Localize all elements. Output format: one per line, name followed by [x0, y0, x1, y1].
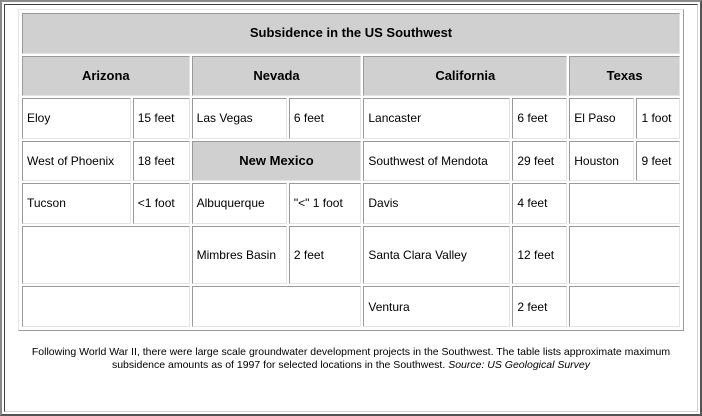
texas-amount: 1 foot — [636, 98, 680, 139]
table-caption — [18, 346, 684, 372]
new-mexico-amount: "<" 1 foot — [289, 183, 361, 224]
arizona-place: Eloy — [22, 98, 131, 139]
california-place: Lancaster — [363, 98, 510, 139]
subsidence-table-container — [18, 9, 684, 331]
california-place: Ventura — [363, 286, 510, 327]
caption-source: Source: US Geological Survey — [448, 359, 591, 371]
table-title: Subsidence in the US Southwest — [22, 13, 680, 54]
region-header-nevada: Nevada — [192, 56, 362, 97]
arizona-amount: <1 foot — [133, 183, 190, 224]
california-place: Southwest of Mendota — [363, 141, 510, 182]
california-amount: 29 feet — [512, 141, 567, 182]
region-header-arizona: Arizona — [22, 56, 190, 97]
texas-place: Houston — [569, 141, 634, 182]
caption-text: Following World War II, there were large scale groundwater development projects in the Southwest. The table lists approximate maximum subsidence amounts as of 1997 for selected locations in the Southwest. — [31, 346, 671, 371]
arizona-amount: 15 feet — [133, 98, 190, 139]
california-place: Davis — [363, 183, 510, 224]
subsidence-table — [20, 11, 682, 329]
california-amount: 6 feet — [512, 98, 567, 139]
empty-cell — [569, 286, 680, 327]
region-header-texas: Texas — [569, 56, 680, 97]
texas-place: El Paso — [569, 98, 634, 139]
california-amount: 12 feet — [512, 226, 567, 285]
new-mexico-place: Mimbres Basin — [192, 226, 287, 285]
empty-cell — [22, 286, 190, 327]
arizona-place: Tucson — [22, 183, 131, 224]
empty-cell — [22, 226, 190, 285]
new-mexico-amount: 2 feet — [289, 226, 361, 285]
new-mexico-place: Albuquerque — [192, 183, 287, 224]
empty-cell — [569, 183, 680, 224]
nevada-place: Las Vegas — [192, 98, 287, 139]
arizona-amount: 18 feet — [133, 141, 190, 182]
california-amount: 2 feet — [512, 286, 567, 327]
california-amount: 4 feet — [512, 183, 567, 224]
nevada-amount: 6 feet — [289, 98, 361, 139]
empty-cell — [569, 226, 680, 285]
region-header-new-mexico: New Mexico — [192, 141, 362, 182]
arizona-place: West of Phoenix — [22, 141, 131, 182]
empty-cell — [192, 286, 362, 327]
california-place: Santa Clara Valley — [363, 226, 510, 285]
texas-amount: 9 feet — [636, 141, 680, 182]
region-header-california: California — [363, 56, 567, 97]
